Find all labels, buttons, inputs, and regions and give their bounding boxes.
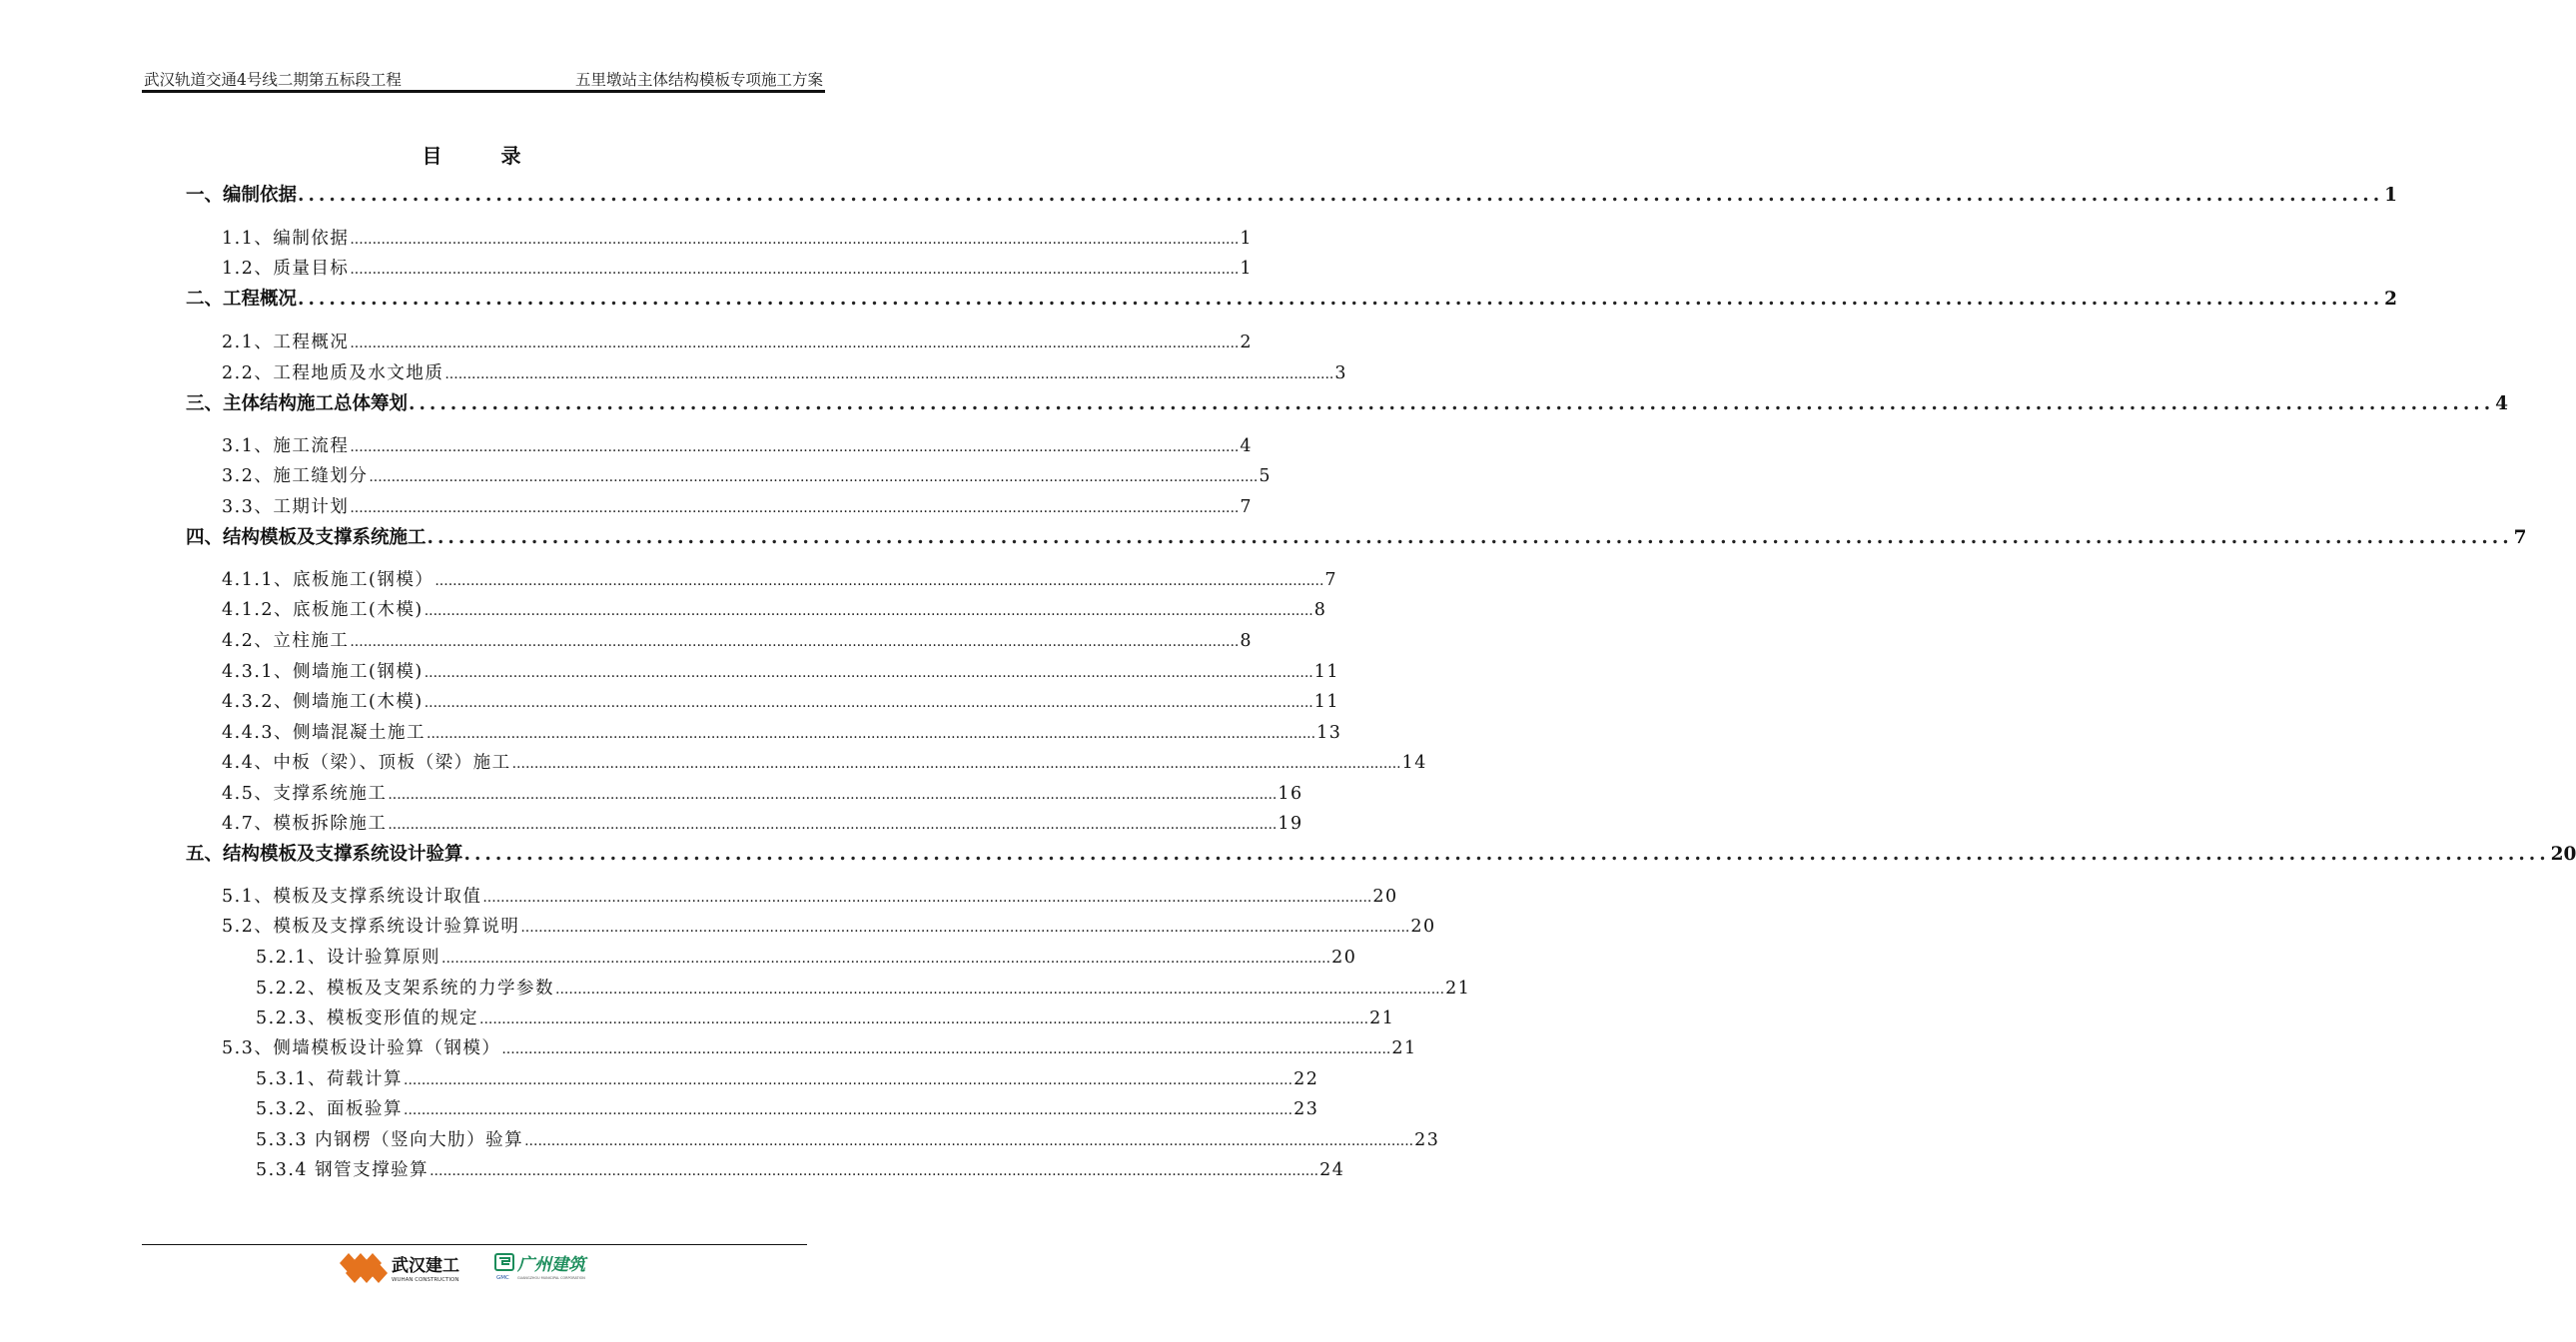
toc-entry-text: 1.2、质量目标	[222, 259, 350, 279]
toc-entry-text: 5.3.3 内钢楞（竖向大肋）验算	[256, 1130, 524, 1150]
toc-entry-text: 4.1.1、底板施工(钢模）	[222, 570, 434, 590]
toc-leader-dots: ........................................................................................................................................................................................................	[298, 289, 2384, 310]
toc-entry-text: 5.2.2、模板及支架系统的力学参数	[256, 979, 555, 999]
toc-leader-dots: ........................................................................................................................................................................................................	[482, 890, 1372, 906]
toc-page-number: 8	[1240, 631, 1254, 651]
toc-entry-level2[interactable]	[222, 780, 1303, 805]
toc-page-number: 4	[1240, 436, 1254, 456]
toc-entry-text: 5.3、侧墙模板设计验算（钢模）	[222, 1038, 501, 1058]
logo2-badge: GMC	[496, 1275, 509, 1281]
toc-leader-dots: ........................................................................................................................................................................................................	[350, 500, 1240, 516]
header-rule	[142, 90, 825, 93]
toc-entry-text: 5.3.2、面板验算	[256, 1099, 404, 1119]
toc-leader-dots: ........................................................................................................................................................................................................	[350, 232, 1240, 248]
toc-entry-level3[interactable]	[256, 1065, 1319, 1090]
toc-entry-text: 一、编制依据	[186, 185, 298, 206]
toc-page-number: 19	[1278, 814, 1303, 834]
toc-leader-dots: ........................................................................................................................................................................................................	[404, 1072, 1293, 1088]
toc-entry-text: 5.3.1、荷载计算	[256, 1069, 404, 1089]
toc-entry-text: 4.4.3、侧墙混凝土施工	[222, 723, 427, 743]
toc-page-number: 13	[1316, 723, 1342, 743]
toc-leader-dots: ........................................................................................................................................................................................................	[479, 1011, 1369, 1027]
toc-entry-text: 4.3.2、侧墙施工(木模)	[222, 692, 424, 712]
toc-entry-text: 3.1、施工流程	[222, 436, 350, 456]
toc-page-number: 20	[1410, 917, 1436, 937]
toc-entry-text: 5.3.4 钢管支撑验算	[256, 1160, 429, 1180]
logo1-text: 武汉建工	[392, 1256, 459, 1276]
toc-entry-text: 1.1、编制依据	[222, 229, 350, 249]
toc-page-number: 11	[1313, 662, 1340, 682]
toc-entry-level2[interactable]	[222, 913, 1436, 938]
toc-page-number: 22	[1293, 1069, 1319, 1089]
toc-page-number: 3	[1334, 363, 1348, 383]
toc-page-number: 7	[2513, 527, 2527, 548]
toc-entry-text: 五、结构模板及支撑系统设计验算	[186, 844, 463, 865]
toc-leader-dots: ........................................................................................................................................................................................................	[427, 527, 2513, 548]
toc-page-number: 20	[2550, 844, 2576, 865]
toc-leader-dots: ........................................................................................................................................................................................................	[388, 787, 1278, 803]
logo2-sub: GUANGZHOU MUNICIPAL CORPORATION	[517, 1276, 585, 1280]
toc-leader-dots: ........................................................................................................................................................................................................	[388, 817, 1278, 833]
toc-page-number: 2	[1240, 333, 1254, 352]
toc-entry-level2[interactable]	[222, 596, 1327, 621]
wuhan-construction-logo	[340, 1253, 459, 1283]
toc-entry-level1[interactable]	[186, 285, 2398, 311]
footer-logos	[336, 1248, 595, 1288]
toc-leader-dots: ........................................................................................................................................................................................................	[409, 393, 2495, 414]
toc-entry-level3[interactable]	[256, 1126, 1440, 1151]
toc-entry-text: 5.2.3、模板变形值的规定	[256, 1008, 479, 1028]
toc-page-number: 23	[1293, 1099, 1319, 1119]
toc-leader-dots: ........................................................................................................................................................................................................	[501, 1041, 1391, 1057]
toc-entry-text: 二、工程概况	[186, 289, 298, 310]
toc-page-number: 2	[2384, 289, 2398, 310]
toc-leader-dots: ........................................................................................................................................................................................................	[463, 844, 2550, 865]
toc-page-number: 20	[1331, 948, 1357, 968]
toc-title: 目 录	[422, 144, 547, 168]
toc-entry-level2[interactable]	[222, 462, 1273, 487]
toc-leader-dots: ........................................................................................................................................................................................................	[298, 185, 2384, 206]
toc-entry-text: 2.1、工程概况	[222, 333, 350, 352]
toc-leader-dots: ........................................................................................................................................................................................................	[444, 366, 1334, 382]
toc-entry-level3[interactable]	[256, 944, 1357, 969]
toc-entry-level2[interactable]	[222, 255, 1254, 280]
toc-entry-level3[interactable]	[256, 1095, 1319, 1120]
toc-entry-level2[interactable]	[222, 719, 1342, 744]
toc-page-number: 24	[1319, 1160, 1345, 1180]
header-project-name: 武汉轨道交通4号线二期第五标段工程	[144, 71, 402, 89]
toc-leader-dots: ........................................................................................................................................................................................................	[434, 573, 1324, 589]
footer-rule	[142, 1244, 807, 1245]
toc-entry-level2[interactable]	[222, 566, 1338, 591]
toc-page-number: 1	[1240, 259, 1254, 279]
toc-entry-text: 四、结构模板及支撑系统施工	[186, 527, 427, 548]
toc-leader-dots: ........................................................................................................................................................................................................	[350, 262, 1240, 278]
toc-leader-dots: ........................................................................................................................................................................................................	[350, 439, 1240, 455]
toc-leader-dots: ........................................................................................................................................................................................................	[424, 603, 1313, 619]
page-header	[142, 66, 825, 90]
toc-entry-text: 3.3、工期计划	[222, 497, 350, 517]
guangzhou-construction-logo	[495, 1254, 588, 1281]
toc-leader-dots: ........................................................................................................................................................................................................	[424, 695, 1313, 711]
toc-leader-dots: ........................................................................................................................................................................................................	[369, 469, 1259, 485]
toc-page-number: 7	[1324, 570, 1338, 590]
toc-page-number: 16	[1278, 784, 1303, 804]
toc-entry-level2[interactable]	[222, 688, 1340, 713]
toc-leader-dots: ........................................................................................................................................................................................................	[404, 1102, 1293, 1118]
toc-page-number: 20	[1372, 887, 1398, 907]
toc-leader-dots: ........................................................................................................................................................................................................	[511, 756, 1401, 772]
toc-entry-level2[interactable]	[222, 810, 1303, 835]
toc-entry-level2[interactable]	[222, 627, 1254, 652]
toc-entry-level2[interactable]	[222, 493, 1254, 518]
toc-entry-level1[interactable]	[186, 389, 2509, 415]
logo2-text: 广州建筑	[517, 1255, 585, 1275]
toc-page-number: 21	[1391, 1038, 1417, 1058]
toc-leader-dots: ........................................................................................................................................................................................................	[350, 634, 1240, 650]
toc-entry-level2[interactable]	[222, 225, 1254, 250]
toc-leader-dots: ........................................................................................................................................................................................................	[441, 951, 1331, 967]
header-document-name: 五里墩站主体结构模板专项施工方案	[574, 71, 823, 89]
toc-entry-text: 4.3.1、侧墙施工(钢模)	[222, 662, 424, 682]
toc-page-number: 1	[2384, 185, 2398, 206]
toc-entry-text: 3.2、施工缝划分	[222, 466, 369, 486]
toc-entry-text: 4.7、模板拆除施工	[222, 814, 388, 834]
toc-entry-text: 4.1.2、底板施工(木模)	[222, 600, 424, 620]
toc-leader-dots: ........................................................................................................................................................................................................	[524, 1133, 1414, 1149]
toc-page-number: 7	[1240, 497, 1254, 517]
toc-leader-dots: ........................................................................................................................................................................................................	[427, 726, 1316, 742]
toc-entry-text: 4.4、中板（梁）、顶板（梁）施工	[222, 753, 511, 773]
toc-page-number: 14	[1401, 753, 1427, 773]
toc-entry-level1[interactable]	[186, 523, 2527, 549]
toc-entry-text: 4.5、支撑系统施工	[222, 784, 388, 804]
toc-entry-text: 5.2.1、设计验算原则	[256, 948, 441, 968]
toc-page-number: 4	[2495, 393, 2509, 414]
toc-entry-level3[interactable]	[256, 975, 1471, 1000]
toc-entry-level2[interactable]	[222, 658, 1340, 683]
toc-leader-dots: ........................................................................................................................................................................................................	[555, 982, 1445, 998]
toc-page-number: 8	[1313, 600, 1327, 620]
toc-entry-level2[interactable]	[222, 1034, 1417, 1059]
toc-page-number: 1	[1240, 229, 1254, 249]
company-logos	[336, 1248, 595, 1288]
logo1-sub: WUHAN CONSTRUCTION	[392, 1277, 459, 1283]
toc-entry-text: 4.2、立柱施工	[222, 631, 350, 651]
toc-entry-level2[interactable]	[222, 329, 1254, 353]
toc-entry-level2[interactable]	[222, 749, 1427, 774]
toc-page-number: 21	[1369, 1008, 1395, 1028]
toc-leader-dots: ........................................................................................................................................................................................................	[520, 920, 1410, 936]
toc-page-number: 21	[1445, 979, 1471, 999]
toc-entry-level2[interactable]	[222, 883, 1398, 908]
toc-leader-dots: ........................................................................................................................................................................................................	[429, 1163, 1319, 1179]
toc-entry-level2[interactable]	[222, 432, 1254, 457]
toc-page-number: 23	[1414, 1130, 1440, 1150]
toc-page-number: 5	[1259, 466, 1273, 486]
toc-entry-text: 三、主体结构施工总体筹划	[186, 393, 409, 414]
toc-entry-text: 5.1、模板及支撑系统设计取值	[222, 887, 482, 907]
toc-entry-text: 2.2、工程地质及水文地质	[222, 363, 444, 383]
toc-leader-dots: ........................................................................................................................................................................................................	[424, 665, 1313, 681]
toc-page-number: 11	[1313, 692, 1340, 712]
toc-entry-level2[interactable]	[222, 359, 1348, 384]
toc-entry-level3[interactable]	[256, 1005, 1395, 1029]
toc-entry-level1[interactable]	[186, 181, 2398, 207]
toc-entry-level1[interactable]	[186, 840, 2576, 866]
toc-entry-level3[interactable]	[256, 1156, 1345, 1181]
toc-leader-dots: ........................................................................................................................................................................................................	[350, 336, 1240, 351]
toc-entry-text: 5.2、模板及支撑系统设计验算说明	[222, 917, 520, 937]
